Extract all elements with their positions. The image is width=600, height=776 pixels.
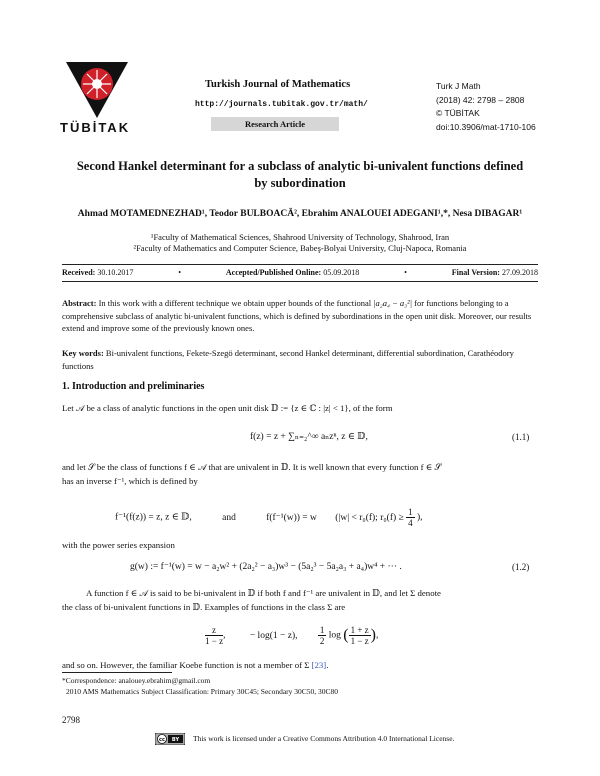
fraction: $\frac{z}{1 - z}$	[205, 625, 224, 646]
example-functions: $\frac{z}{1 - z}$ , − log(1 − z), $\frac{1}{2}$ log ( $\frac{1 + z}{1 - z}$ ),	[205, 625, 379, 646]
page-number: 2798	[62, 715, 80, 725]
license-text: This work is licensed under a Creative Commons Attribution 4.0 International License.	[193, 734, 455, 743]
equation-number: (1.2)	[512, 562, 530, 572]
equation-1-1: f(z) = z + ∑ₙ₌₂^∞ aₙzⁿ, z ∈ 𝔻,	[250, 432, 368, 442]
journal-meta	[436, 80, 536, 134]
final-date: Final Version: 27.09.2018	[451, 268, 538, 277]
paragraph-2: and let 𝒮 be the class of functions f ∈ 𝒜 that are univalent in 𝔻. It is well known that every function f ∈ 𝒮 has an inverse f⁻¹, which is defined by	[62, 462, 442, 486]
keywords-label: Key words:	[62, 348, 104, 358]
author-list: Ahmad MOTAMEDNEZHAD¹, Teodor BULBOACĂ², Ebrahim ANALOUEI ADEGANI¹,*, Nesa DIBAGAR¹	[77, 209, 523, 219]
section-heading: 1. Introduction and preliminaries	[62, 381, 205, 392]
paragraph-4: A function f ∈ 𝒜 is said to be bi-univalent in 𝔻 if both f and f⁻¹ are univalent in 𝔻, and let Σ denote the class of bi-univalent functions in 𝔻. Examples of functions in the class Σ are	[62, 588, 441, 612]
journal-name: Turkish Journal of Mathematics	[205, 79, 351, 90]
footnote-divider	[62, 672, 172, 673]
abstract-label: Abstract:	[62, 298, 97, 308]
bullet-separator: •	[404, 268, 407, 277]
logo-wordmark: TÜBİTAK	[60, 120, 131, 135]
bullet-separator: •	[178, 268, 181, 277]
equation-number: (1.1)	[512, 432, 530, 442]
dates-bar	[62, 268, 538, 277]
divider	[62, 264, 538, 265]
article-type-banner: Research Article	[211, 117, 339, 131]
received-date: Received: 30.10.2017	[62, 268, 134, 277]
paper-title: Second Hankel determinant for a subclass of analytic bi-univalent functions defined by subordination	[76, 159, 524, 190]
fraction: $\frac{1}{4}$	[408, 507, 413, 528]
meta-line: Turk J Math	[436, 81, 481, 91]
svg-text:cc: cc	[159, 737, 165, 743]
divider	[62, 281, 538, 282]
correspondence-note: *Correspondence: analouey.ebrahim@gmail.com	[62, 676, 211, 685]
svg-text:BY: BY	[171, 737, 180, 743]
inverse-equation: f⁻¹(f(z)) = z, z ∈ 𝔻, and f(f⁻¹(w)) = w (|w| < r₀(f); r₀(f) ≥ $\frac{1}{4}$ ),	[115, 507, 423, 528]
msc-note: 2010 AMS Mathematics Subject Classification: Primary 30C45; Secondary 30C50, 30C80	[66, 687, 339, 696]
affiliation-1: ¹Faculty of Mathematical Sciences, Shahrood University of Technology, Shahrood, Iran	[150, 232, 450, 242]
affiliation-2: ²Faculty of Mathematics and Computer Science, Babeş-Bolyai University, Cluj-Napoca, Romania	[133, 243, 467, 253]
affiliations	[70, 232, 530, 254]
journal-url-link[interactable]: http://journals.tubitak.gov.tr/math/	[195, 100, 368, 109]
doi-link[interactable]: doi:10.3906/mat-1710-106	[436, 121, 536, 132]
paragraph-1: Let 𝒜 be a class of analytic functions in the open unit disk 𝔻 := {z ∈ ℂ : |z| < 1}, of the form	[62, 403, 393, 413]
paragraph-3: with the power series expansion	[62, 540, 175, 550]
creative-commons-icon[interactable]	[155, 733, 185, 745]
meta-line: © TÜBİTAK	[436, 108, 480, 118]
functional-expression: |a₂a₄ − a₃²|	[373, 298, 413, 308]
abstract: Abstract: In this work with a different technique we obtain upper bounds of the functional |a₂a₄ − a₃²| for functions belonging to a comprehensive subclass of analytic bi-univalent functions, which is defined by subordinations in the open unit disk. Moreover, our results extend and improve some of the previously known ones.	[62, 298, 532, 333]
fraction: $\frac{1}{2}$	[319, 625, 325, 646]
accepted-date: Accepted/Published Online: 05.09.2018	[225, 268, 360, 277]
paragraph-5: and so on. However, the familiar Koebe function is not a member of Σ [23].	[62, 660, 329, 670]
equation-1-2: g(w) := f⁻¹(w) = w − a₂w² + (2a₂² − a₃)w³ − (5a₂³ − 5a₂a₃ + a₄)w⁴ + ··· .	[130, 562, 402, 572]
keywords: Key words: Bi-univalent functions, Fekete-Szegö determinant, second Hankel determinant, differential subordination, Carathéodory functions	[62, 348, 514, 371]
citation-link[interactable]: [23]	[311, 660, 327, 670]
meta-line: (2018) 42: 2798 – 2808	[436, 94, 525, 105]
fraction: $\frac{1 + z}{1 - z}$	[350, 625, 369, 646]
